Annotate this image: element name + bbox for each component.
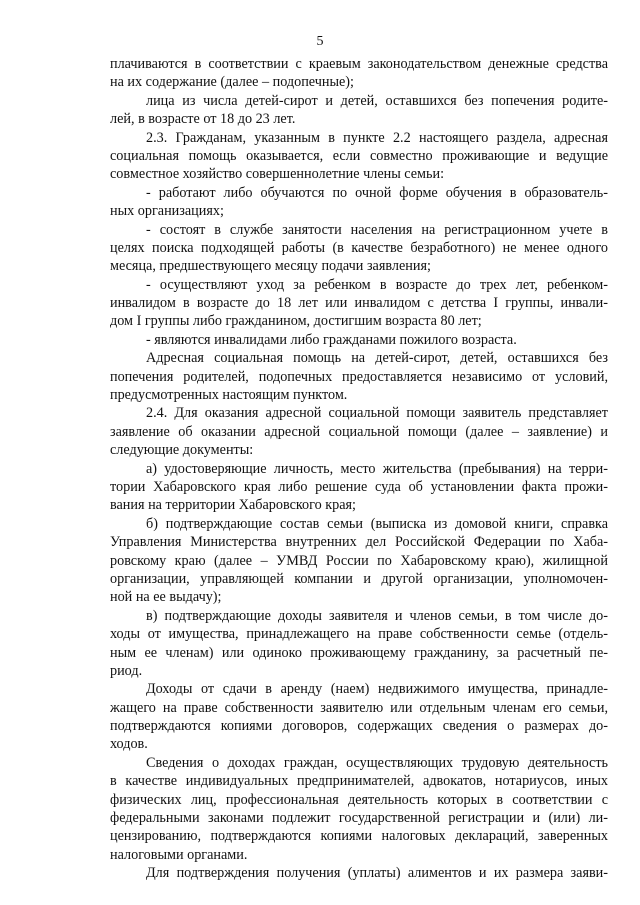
text-line: физических лиц, профессиональная деятельность которых в соответствии с — [110, 791, 608, 808]
text-line: ходы от имущества, принадлежащего на праве собственности семье (отдель- — [110, 626, 608, 643]
text-line: на их содержание (далее – подопечные); — [110, 74, 354, 91]
text-line: организации, управляющей компании и другой организации, уполномочен- — [110, 570, 608, 587]
text-line: Доходы от сдачи в аренду (наем) недвижимого имущества, принадле- — [146, 681, 608, 698]
text-line: а) удостоверяющие личность, место жительства (пребывания) на терри- — [146, 460, 608, 477]
text-line: риод. — [110, 662, 143, 679]
page-number: 5 — [316, 34, 324, 49]
text-line: ной на ее выдачу); — [110, 589, 222, 606]
text-line: Управления Министерства внутренних дел Российской Федерации по Хаба- — [110, 534, 608, 551]
text-line: дом I группы либо гражданином, достигшим возраста 80 лет; — [110, 313, 482, 330]
text-line: заявление об оказании адресной социальной помощи (далее – заявление) и — [110, 423, 608, 440]
text-line: цензированию, подтверждаются копиями налоговых деклараций, заверенных — [110, 828, 608, 845]
text-line: предусмотренных настоящим пунктом. — [110, 387, 348, 404]
text-line: целях поиска подходящей работы (в качестве безработного) не менее одного — [110, 239, 608, 256]
text-line: Для подтверждения получения (уплаты) алиментов и их размера заяви- — [146, 865, 608, 882]
text-line: инвалидом в возрасте до 18 лет или инвалидом с детства I группы, инвали- — [110, 295, 608, 312]
text-line: - являются инвалидами либо гражданами пожилого возраста. — [146, 331, 517, 348]
text-line: б) подтверждающие состав семьи (выписка из домовой книги, справка — [146, 515, 608, 532]
text-line: в) подтверждающие доходы заявителя и членов семьи, в том числе до- — [146, 607, 608, 624]
text-line: Сведения о доходах граждан, осуществляющих трудовую деятельность — [146, 754, 608, 771]
document-body — [110, 55, 608, 883]
text-line: 2.3. Гражданам, указанным в пункте 2.2 настоящего раздела, адресная — [146, 129, 608, 146]
text-line: месяца, предшествующего месяцу подачи заявления; — [110, 258, 431, 275]
text-line: лица из числа детей-сирот и детей, оставшихся без попечения родите- — [146, 92, 608, 109]
text-line: Адресная социальная помощь на детей-сирот, детей, оставшихся без — [146, 350, 608, 367]
text-line: ровскому краю (далее – УМВД России по Хабаровскому краю), жилищной — [110, 552, 608, 569]
text-line: - состоят в службе занятости населения на регистрационном учете в — [146, 221, 608, 238]
text-line: ных организациях; — [110, 203, 224, 220]
text-line: 2.4. Для оказания адресной социальной помощи заявитель представляет — [146, 405, 608, 422]
text-line: вания на территории Хабаровского края; — [110, 497, 356, 514]
text-line: плачиваются в соответствии с краевым законодательством денежные средства — [110, 56, 608, 72]
text-line: - работают либо обучаются по очной форме обучения в образователь- — [146, 184, 608, 201]
text-line: следующие документы: — [110, 442, 254, 459]
text-line: тории Хабаровского края либо решение суда об установлении факта прожи- — [110, 478, 608, 495]
text-line: ным ее членам) или одиноко проживающему гражданину, за расчетный пе- — [110, 644, 608, 661]
text-line: социальная помощь оказывается, если совместно проживающие и ведущие — [110, 147, 608, 164]
text-line: федеральными законами подлежит государственной регистрации и (или) ли- — [110, 810, 608, 827]
text-line: ходов. — [110, 736, 148, 753]
text-line: попечения родителей, подопечных предоставляется независимо от условий, — [110, 368, 608, 385]
text-line: в качестве индивидуальных предпринимателей, адвокатов, нотариусов, иных — [110, 773, 608, 790]
text-line: совместное хозяйство совершеннолетние члены семьи: — [110, 166, 445, 183]
text-line: лей, в возрасте от 18 до 23 лет. — [110, 111, 296, 128]
text-line: жащего на праве собственности заявителю или отдельным членам его семьи, — [110, 699, 608, 716]
text-line: налоговыми органами. — [110, 846, 248, 863]
text-line: подтверждаются копиями договоров, содержащих сведения о размерах до- — [110, 718, 608, 735]
text-line: - осуществляют уход за ребенком в возрасте до трех лет, ребенком- — [146, 276, 608, 293]
